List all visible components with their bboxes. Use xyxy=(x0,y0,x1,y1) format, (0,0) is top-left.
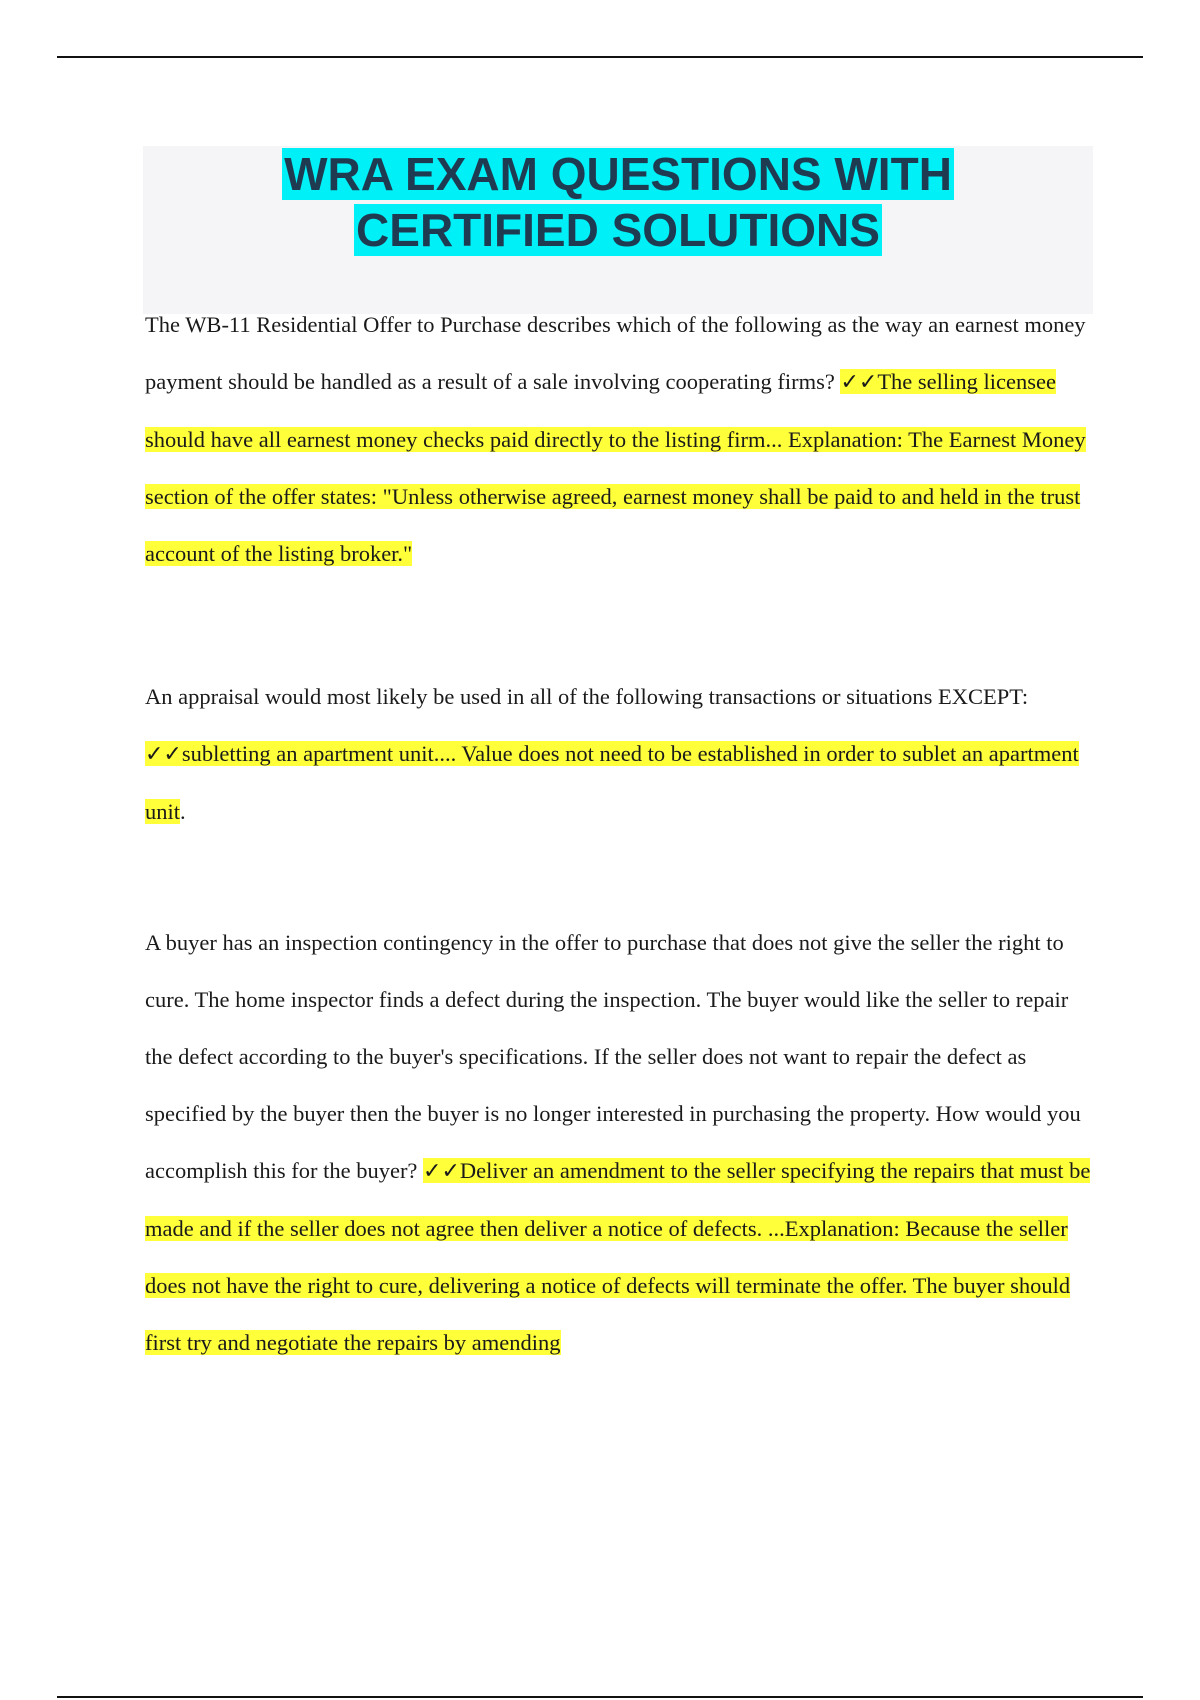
answer-highlight xyxy=(145,1158,1090,1355)
answer-text: subletting an apartment unit.... Value does not need to be established in order to sublet an apartment unit xyxy=(145,741,1079,824)
answer-trailing-punctuation: . xyxy=(180,799,186,824)
double-check-icon: ✓✓ xyxy=(840,370,878,395)
document-body xyxy=(145,296,1100,1371)
double-check-icon: ✓✓ xyxy=(423,1159,460,1184)
answer-text: The selling licensee should have all earnest money checks paid directly to the listing firm... Explanation: The Earnest Money section of the offer states: "Unless otherwise agreed, earnest money shall be paid to and held in the trust account of the listing broker." xyxy=(145,369,1086,566)
answer-text: Deliver an amendment to the seller specifying the repairs that must be made and if the seller does not agree then deliver a notice of defects. ...Explanation: Because the seller does not have the right to cure, delivering a notice of defects will terminate the offer. The buyer should first try and negotiate the repairs by amending xyxy=(145,1158,1091,1355)
qa-item-2 xyxy=(145,668,1100,840)
answer-highlight xyxy=(145,741,1079,824)
question-text: A buyer has an inspection contingency in the offer to purchase that does not give the seller the right to cure. The home inspector finds a defect during the inspection. The buyer would like the seller to repair the defect according to the buyer's specifications. If the seller does not want to repair the defect as specified by the buyer then the buyer is no longer interested in purchasing the property. How would you accomplish this for the buyer? xyxy=(145,930,1081,1183)
qa-item-1 xyxy=(145,296,1100,582)
top-rule xyxy=(57,56,1143,58)
qa-item-3 xyxy=(145,914,1100,1371)
title-line-2: CERTIFIED SOLUTIONS xyxy=(356,204,880,256)
title-line-1: WRA EXAM QUESTIONS WITH xyxy=(284,148,952,200)
bottom-rule xyxy=(57,1696,1143,1698)
double-check-icon: ✓✓ xyxy=(145,742,182,767)
question-text: An appraisal would most likely be used in all of the following transactions or situations EXCEPT: xyxy=(145,684,1029,709)
question-text: The WB-11 Residential Offer to Purchase describes which of the following as the way an earnest money payment should be handled as a result of a sale involving cooperating firms? xyxy=(145,312,1086,394)
document-title xyxy=(143,146,1093,258)
answer-highlight xyxy=(145,369,1086,566)
